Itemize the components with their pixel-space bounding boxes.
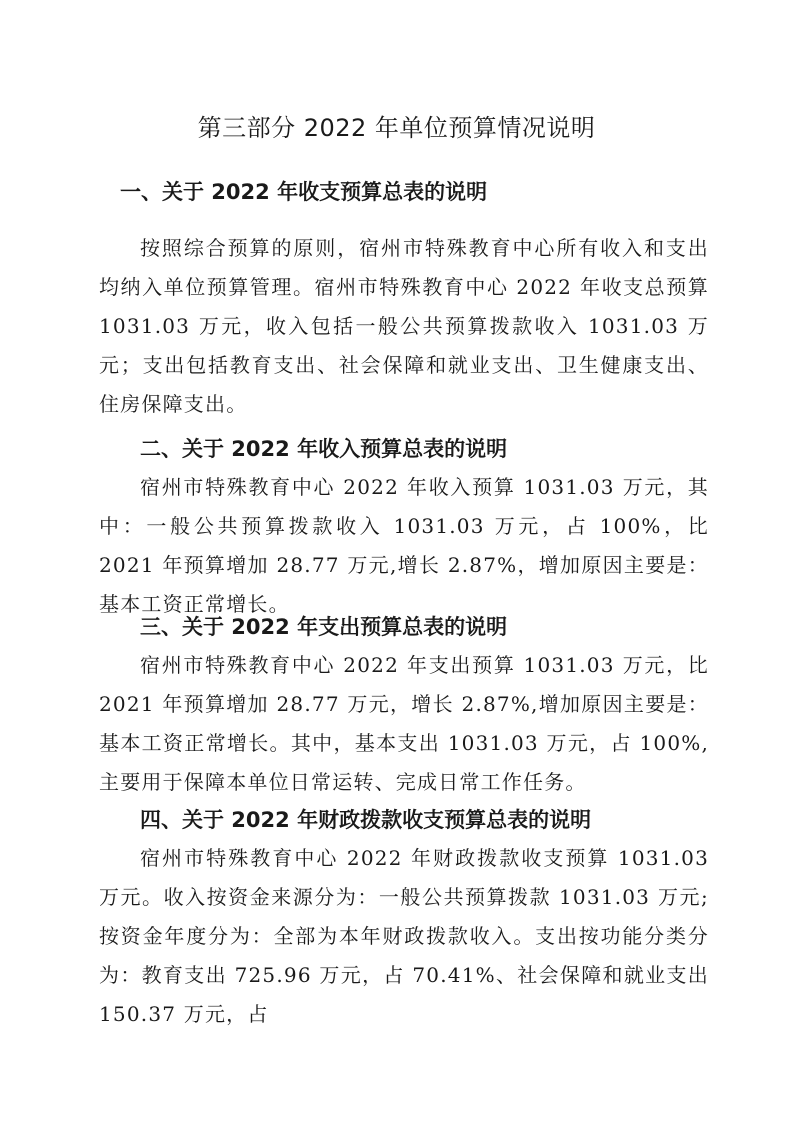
section-body-4: 宿州市特殊教育中心 2022 年财政拨款收支预算 1031.03 万元。收入按资金来源分为：一般公共预算拨款 1031.03 万元;按资金年度分为：全部为本年财政拨款收入。支出按功能分类分为：教育支出 725.96 万元，占 70.41%、社会保障和就业支出 150.37 万元，占 [99,846,709,1026]
section-heading-1: 一、关于 2022 年收支预算总表的说明 [120,180,488,204]
section-heading-2: 二、关于 2022 年收入预算总表的说明 [140,437,508,461]
section-heading-3: 三、关于 2022 年支出预算总表的说明 [140,615,508,639]
section-heading-4: 四、关于 2022 年财政拨款收支预算总表的说明 [140,808,592,832]
section-body-2: 宿州市特殊教育中心 2022 年收入预算 1031.03 万元，其中：一般公共预算拨款收入 1031.03 万元，占 100%，比 2021 年预算增加 28.77 万元,增长 2.87%，增加原因主要是：基本工资正常增长。 [99,475,709,616]
page-title: 第三部分 2022 年单位预算情况说明 [197,114,596,142]
section-body-3: 宿州市特殊教育中心 2022 年支出预算 1031.03 万元，比 2021 年预算增加 28.77 万元，增长 2.87%,增加原因主要是：基本工资正常增长。其中，基本支出 1031.03 万元，占 100%,主要用于保障本单位日常运转、完成日常工作任务。 [99,653,709,794]
section-body-1: 按照综合预算的原则，宿州市特殊教育中心所有收入和支出均纳入单位预算管理。宿州市特殊教育中心 2022 年收支总预算 1031.03 万元，收入包括一般公共预算拨款收入 1031.03 万元；支出包括教育支出、社会保障和就业支出、卫生健康支出、住房保障支出。 [99,236,709,416]
